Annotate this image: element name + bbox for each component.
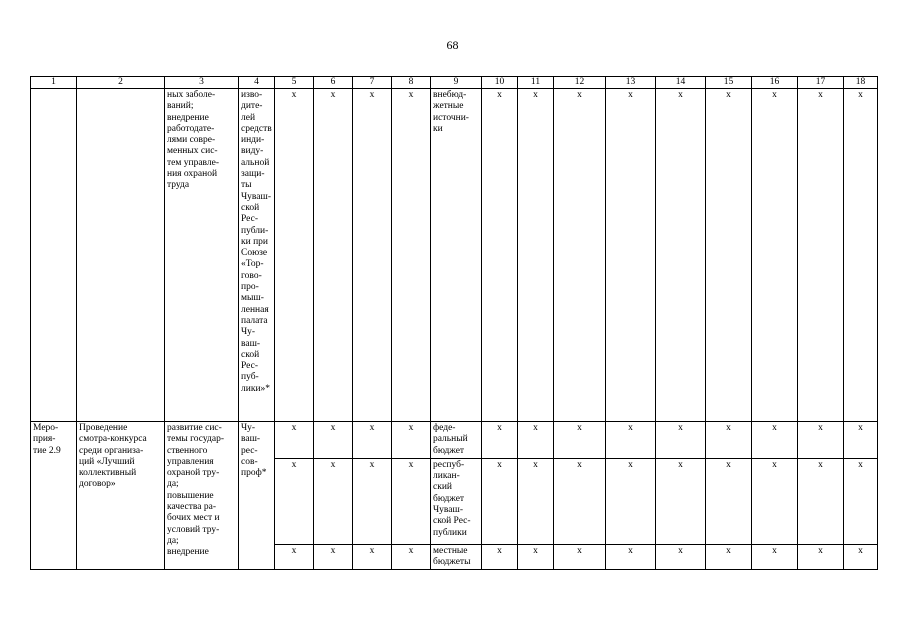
value-mark: х [482, 458, 518, 544]
column-number-cell: 18 [844, 77, 878, 89]
value-mark: х [392, 89, 431, 422]
column-number-cell: 7 [353, 77, 392, 89]
value-mark: х [314, 458, 353, 544]
column-number-cell: 8 [392, 77, 431, 89]
column-number-cell: 15 [706, 77, 752, 89]
column-number-cell: 13 [606, 77, 656, 89]
value-mark: х [482, 422, 518, 459]
page-number: 68 [446, 38, 459, 52]
value-mark: х [353, 458, 392, 544]
measure-name-cell: Проведение смотра-конкурса среди организа- ций «Лучший коллективный договор» [77, 422, 165, 570]
goal-cell: ных заболе- ваний; внедрение работодате- лями совре- менных сис- тем управле- ния охраной труда [165, 89, 239, 422]
value-mark: х [275, 544, 314, 570]
value-mark: х [606, 422, 656, 459]
value-mark: х [353, 422, 392, 459]
value-mark: х [844, 544, 878, 570]
value-mark: х [656, 422, 706, 459]
value-mark: х [752, 544, 798, 570]
value-mark: х [798, 458, 844, 544]
value-mark: х [798, 422, 844, 459]
value-mark: х [314, 422, 353, 459]
value-mark: х [798, 544, 844, 570]
table-row-measure-2-9-federal [31, 422, 878, 459]
value-mark: х [554, 544, 606, 570]
goal-cell: развитие сис- темы государ- ственного управления охраной тру- да; повышение качества ра- бочих мест и условий тру- да; внедрение [165, 422, 239, 570]
value-mark: х [606, 544, 656, 570]
value-mark: х [706, 544, 752, 570]
column-number-cell: 2 [77, 77, 165, 89]
measures-table [30, 76, 878, 570]
column-number-cell: 4 [239, 77, 275, 89]
column-number-cell: 3 [165, 77, 239, 89]
value-mark: х [706, 458, 752, 544]
funding-source-cell: внебюд- жетные источни- ки [431, 89, 482, 422]
value-mark: х [518, 458, 554, 544]
value-mark: х [518, 89, 554, 422]
table-row-continuation [31, 89, 878, 422]
value-mark: х [392, 544, 431, 570]
value-mark: х [554, 89, 606, 422]
funding-source-cell: феде- ральный бюджет [431, 422, 482, 459]
value-mark: х [392, 458, 431, 544]
column-number-cell: 5 [275, 77, 314, 89]
value-mark: х [752, 89, 798, 422]
column-number-cell: 9 [431, 77, 482, 89]
value-mark: х [844, 458, 878, 544]
value-mark: х [275, 89, 314, 422]
value-mark: х [518, 544, 554, 570]
value-mark: х [275, 422, 314, 459]
value-mark: х [606, 89, 656, 422]
value-mark: х [353, 544, 392, 570]
column-number-row [31, 77, 878, 89]
value-mark: х [656, 89, 706, 422]
funding-source-cell: местные бюджеты [431, 544, 482, 570]
value-mark: х [482, 89, 518, 422]
column-number-cell: 1 [31, 77, 77, 89]
measure-name-cell [77, 89, 165, 422]
value-mark: х [554, 422, 606, 459]
column-number-cell: 10 [482, 77, 518, 89]
measure-label-cell: Меро- прия- тие 2.9 [31, 422, 77, 570]
value-mark: х [656, 458, 706, 544]
executor-cell: Чу- ваш- рес- сов- проф* [239, 422, 275, 570]
executor-cell: изво- дите- лей средств инди- виду- альной защи- ты Чуваш- ской Рес- публи- ки при Союзе «Тор- гово- про- мыш- ленная палата Чу- ваш- ской Рес- пуб- лики»* [239, 89, 275, 422]
value-mark: х [798, 89, 844, 422]
value-mark: х [844, 89, 878, 422]
value-mark: х [706, 422, 752, 459]
value-mark: х [706, 89, 752, 422]
value-mark: х [752, 458, 798, 544]
value-mark: х [314, 89, 353, 422]
funding-source-cell: респуб- ликан- ский бюджет Чуваш- ской Рес- публики [431, 458, 482, 544]
column-number-cell: 12 [554, 77, 606, 89]
value-mark: х [752, 422, 798, 459]
column-number-cell: 16 [752, 77, 798, 89]
column-number-cell: 17 [798, 77, 844, 89]
value-mark: х [518, 422, 554, 459]
column-number-cell: 6 [314, 77, 353, 89]
column-number-cell: 11 [518, 77, 554, 89]
value-mark: х [482, 544, 518, 570]
measure-label-cell [31, 89, 77, 422]
value-mark: х [353, 89, 392, 422]
value-mark: х [314, 544, 353, 570]
value-mark: х [275, 458, 314, 544]
value-mark: х [392, 422, 431, 459]
value-mark: х [656, 544, 706, 570]
value-mark: х [844, 422, 878, 459]
value-mark: х [554, 458, 606, 544]
value-mark: х [606, 458, 656, 544]
column-number-cell: 14 [656, 77, 706, 89]
